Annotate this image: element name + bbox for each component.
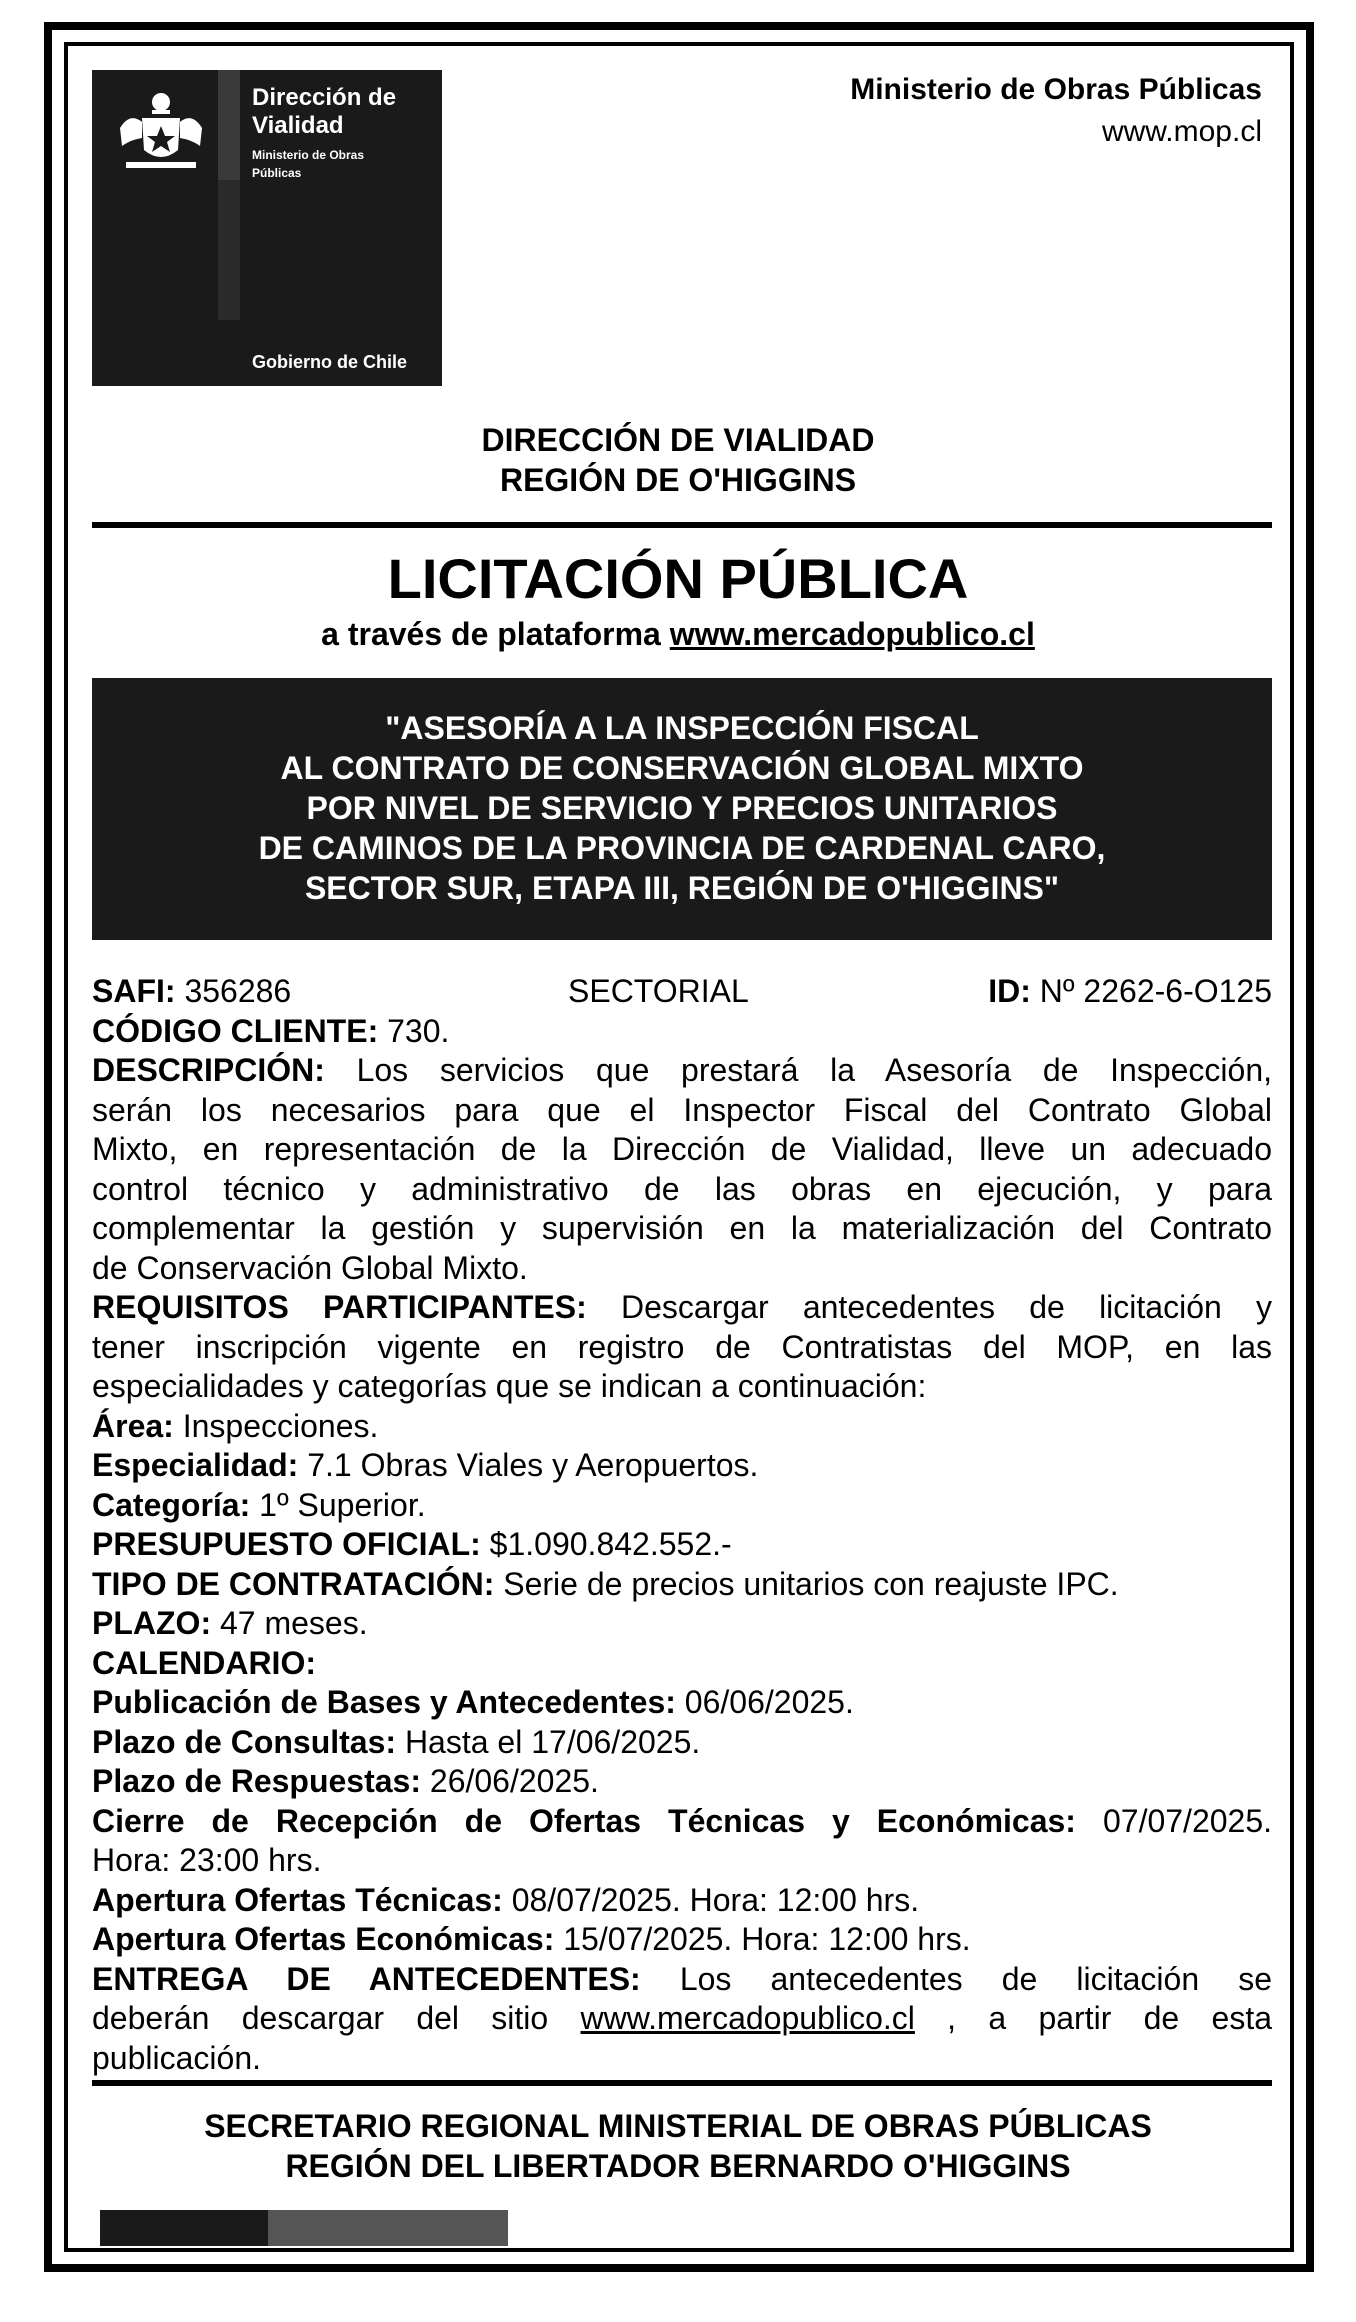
client-code: CÓDIGO CLIENTE: 730. [92, 1012, 450, 1049]
requirements: REQUISITOS PARTICIPANTES: Descargar antecedentes de licitación y [92, 1289, 1273, 1325]
signature: SECRETARIO REGIONAL MINISTERIAL DE OBRAS PÚBLICAS REGIÓN DEL LIBERTADOR BERNARDO O'HIGGINS [204, 2108, 1152, 2184]
ministry-name: Ministerio de Obras Públicas [850, 73, 1262, 106]
area: Área: Inspecciones. [92, 1407, 379, 1444]
object-line: AL CONTRATO DE CONSERVACIÓN GLOBAL MIXTO [280, 750, 1084, 786]
tender-platform: a través de plataforma www.mercadopublico.cl [321, 616, 1035, 652]
contract-type: TIPO DE CONTRATACIÓN: Serie de precios unitarios con reajuste IPC. [92, 1565, 1119, 1602]
ministry-header [850, 70, 1262, 154]
coat-of-arms-icon [112, 88, 210, 178]
object-line: DE CAMINOS DE LA PROVINCIA DE CARDENAL CARO, [258, 830, 1106, 866]
footer-bar-dark [100, 2210, 268, 2246]
calendar-publication: Publicación de Bases y Antecedentes: 06/06/2025. [92, 1684, 854, 1720]
tender-title: LICITACIÓN PÚBLICA [387, 547, 969, 610]
platform-link[interactable]: www.mercadopublico.cl [669, 616, 1035, 652]
delivery-link[interactable]: www.mercadopublico.cl [580, 2000, 915, 2036]
calendar-heading: CALENDARIO: [92, 1644, 316, 1681]
delivery: ENTREGA DE ANTECEDENTES: Los antecedentes de licitación se [92, 1960, 1273, 1997]
tender-object-box [92, 678, 1272, 940]
footer-bar-gray [268, 2210, 508, 2246]
specialty: Especialidad: 7.1 Obras Viales y Aeropuertos. [92, 1447, 759, 1483]
ministry-url[interactable]: www.mop.cl [1101, 115, 1262, 148]
object-line: "ASESORÍA A LA INSPECCIÓN FISCAL [385, 710, 979, 746]
logo-title: Dirección de Vialidad [252, 84, 397, 139]
category: Categoría: 1º Superior. [92, 1486, 426, 1523]
sector-value: SECTORIAL [568, 973, 749, 1009]
logo-government: Gobierno de Chile [252, 352, 408, 372]
divider-top [92, 522, 1272, 528]
divider-bottom [92, 2080, 1272, 2086]
logo-subtitle: Ministerio de Obras Públicas [252, 148, 365, 180]
object-line: POR NIVEL DE SERVICIO Y PRECIOS UNITARIOS [306, 790, 1058, 826]
safi-value: 356286 [184, 973, 292, 1009]
id-value: Nº 2262-6-O125 [1039, 973, 1272, 1009]
logo-stripe [218, 70, 240, 320]
calendar-closing: Cierre de Recepción de Ofertas Técnicas y Económicas: 07/07/2025. [92, 1802, 1273, 1839]
official-budget: PRESUPUESTO OFICIAL: $1.090.842.552.- [92, 1526, 732, 1562]
description: DESCRIPCIÓN: Los servicios que prestará la Asesoría de Inspección, [92, 1052, 1273, 1088]
vialidad-logo [92, 70, 442, 386]
tender-details: SAFI: 356286 SECTORIAL ID: Nº 2262-6-O125 CÓDIGO CLIENTE: 730. DESCRIPCIÓN: Los servicios que prestará la Asesoría de Inspección, serán los necesarios para que el Inspector Fiscal del Contrato Global Mixto, en representación de la Dirección de Vialidad, lleve un adecuado control técnico y administrativo de las obras en ejecución, y para complementar la gestión y supervisión en la materialización del Contrato de Conservación Global Mixto. REQUISITOS PARTICIPANTES: Descargar antecedentes de licitación y tener inscripción vigente en registro de Contratistas del MOP, en las especialidades y categorías que se indican a continuación: Área: Inspecciones. Especialidad: 7.1 Obras Viales y Aeropuertos. Categoría: 1º Superior. PRESUPUESTO OFICIAL: $1.090.842.552.- TIPO DE CONTRATACIÓN: Serie de precios unitarios con reajuste IPC. PLAZO: 47 meses. CALENDARIO: Publicación de Bases y Antecedentes: 06/06/2025. Plazo de Consultas: Hasta el 17/06/2025. Plazo de Respuestas: 26/06/2025. Cierre de Recepción de Ofertas Técnicas y Económicas: 07/07/2025. Hora: 23:00 hrs. Apertura Ofertas Técnicas: 08/07/2025. Hora: 12:00 hrs. Apertura Ofertas Económicas: 15/07/2025. Hora: 12:00 hrs. ENTREGA DE ANTECEDENTES: Los antecedentes de licitación se deberán descargar del sitio www.mercadopublico.cl , a partir de esta publicación. [92, 973, 1273, 2076]
direction-heading: DIRECCIÓN DE VIALIDAD REGIÓN DE O'HIGGINS [481, 422, 875, 498]
term: PLAZO: 47 meses. [92, 1605, 368, 1641]
calendar-queries: Plazo de Consultas: Hasta el 17/06/2025. [92, 1723, 701, 1760]
ids-row: SAFI: 356286 SECTORIAL ID: Nº 2262-6-O125 [92, 972, 1272, 1012]
calendar-answers: Plazo de Respuestas: 26/06/2025. [92, 1763, 599, 1799]
object-line: SECTOR SUR, ETAPA III, REGIÓN DE O'HIGGINS" [304, 870, 1060, 906]
calendar-econ-opening: Apertura Ofertas Económicas: 15/07/2025. Hora: 12:00 hrs. [92, 1921, 971, 1957]
calendar-tech-opening: Apertura Ofertas Técnicas: 08/07/2025. Hora: 12:00 hrs. [92, 1881, 920, 1918]
